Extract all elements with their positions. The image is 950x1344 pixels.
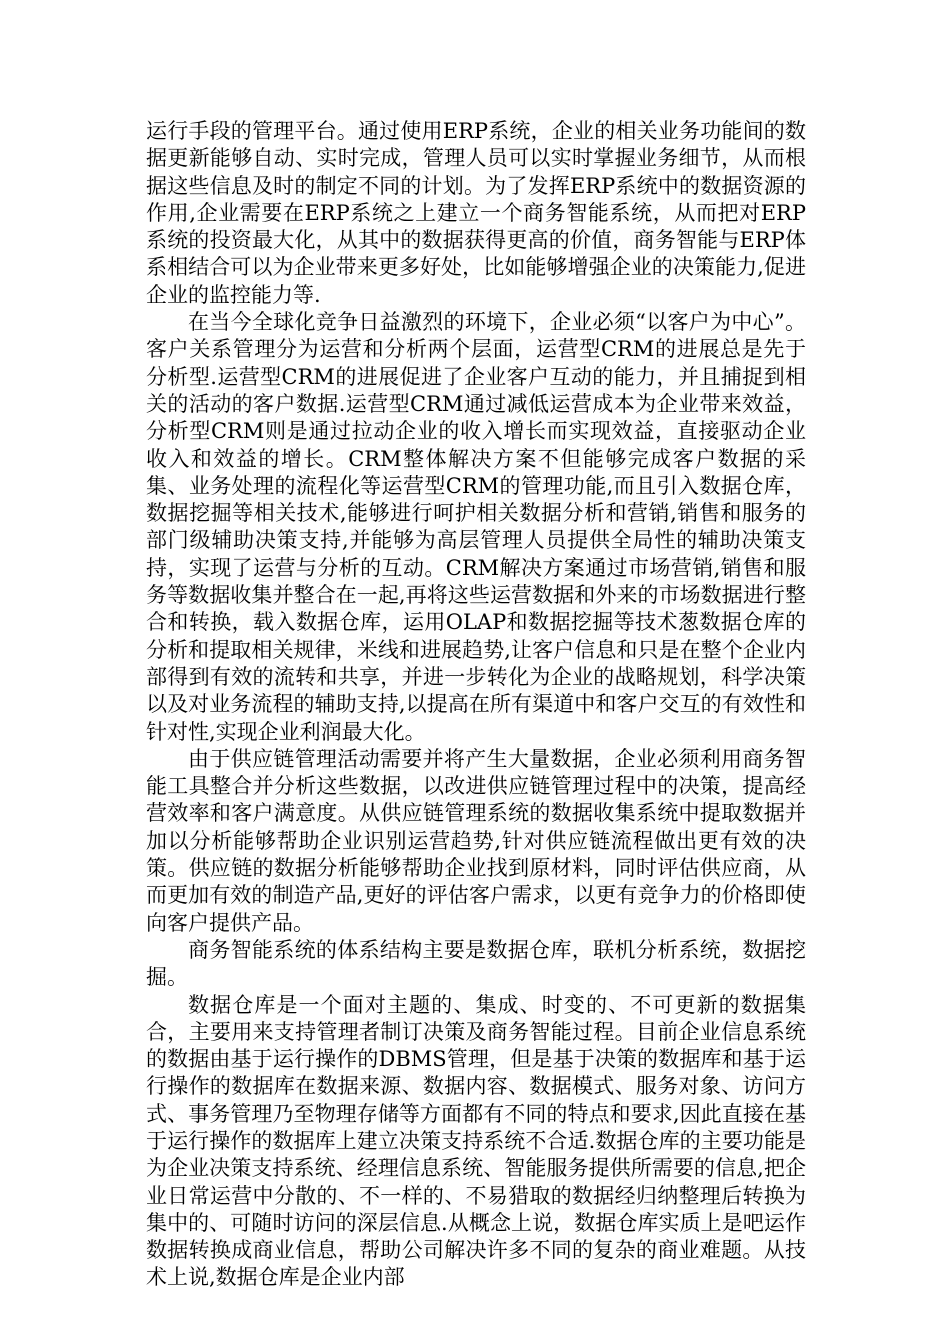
paragraph-data-warehouse: 数据仓库是一个面对主题的、集成、时变的、不可更新的数据集合，主要用来支持管理者制订决策及商务智能过程。目前企业信息系统的数据由基于运行操作的DBMS管理，但是基于决策的数据库和基于运行操作的数据库在数据来源、数据内容、数据模式、服务对象、访问方式、事务管理乃至物理存储等方面都有不同的特点和要求,因此直接在基于运行操作的数据库上建立决策支持系统不合适.数据仓库的主要功能是为企业决策支持系统、经理信息系统、智能服务提供所需要的信息,把企业日常运营中分散的、不一样的、不易猎取的数据经归纳整理后转换为集中的、可随时访问的深层信息.从概念上说，数据仓库实质上是吧运作数据转换成商业信息，帮助公司解决许多不同的复杂的商业难题。从技术上说,数据仓库是企业内部	[146, 992, 806, 1290]
paragraph-erp-platform: 运行手段的管理平台。通过使用ERP系统，企业的相关业务功能间的数据更新能够自动、实时完成，管理人员可以实时掌握业务细节，从而根据这些信息及时的制定不同的计划。为了发挥ERP系统中的数据资源的作用,企业需要在ERP系统之上建立一个商务智能系统，从而把对ERP系统的投资最大化，从其中的数据获得更高的价值，商务智能与ERP体系相结合可以为企业带来更多好处，比如能够增强企业的决策能力,促进企业的监控能力等.	[146, 119, 806, 307]
paragraph-bi-architecture: 商务智能系统的体系结构主要是数据仓库，联机分析系统，数据挖掘。	[146, 937, 806, 990]
paragraph-supply-chain: 由于供应链管理活动需要并将产生大量数据，企业必须利用商务智能工具整合并分析这些数据，以改进供应链管理过程中的决策，提高经营效率和客户满意度。从供应链管理系统的数据收集系统中提取数据并加以分析能够帮助企业识别运营趋势,针对供应链流程做出更有效的决策。供应链的数据分析能够帮助企业找到原材料，同时评估供应商，从而更加有效的制造产品,更好的评估客户需求，以更有竞争力的价格即使向客户提供产品。	[146, 746, 806, 935]
document-body	[146, 118, 806, 1292]
paragraph-crm: 在当今全球化竞争日益激烈的环境下，企业必须“以客户为中心”。客户关系管理分为运营和分析两个层面，运营型CRM的进展总是先于分析型.运营型CRM的进展促进了企业客户互动的能力，并且捕捉到相关的活动的客户数据.运营型CRM通过减低运营成本为企业带来效益，分析型CRM则是通过拉动企业的收入增长而实现效益，直接驱动企业收入和效益的增长。CRM整体解决方案不但能够完成客户数据的采集、业务处理的流程化等运营型CRM的管理功能,而且引入数据仓库，数据挖掘等相关技术,能够进行呵护相关数据分析和营销,销售和服务的部门级辅助决策支持,并能够为高层管理人员提供全局性的辅助决策支持，实现了运营与分析的互动。CRM解决方案通过市场营销,销售和服务等数据收集并整合在一起,再将这些运营数据和外来的市场数据进行整合和转换，载入数据仓库，运用OLAP和数据挖掘等技术葱数据仓库的分析和提取相关规律，米线和进展趋势,让客户信息和只是在整个企业内部得到有效的流转和共享，并进一步转化为企业的战略规划，科学决策以及对业务流程的辅助支持,以提高在所有渠道中和客户交互的有效性和针对性,实现企业利润最大化。	[146, 310, 806, 744]
